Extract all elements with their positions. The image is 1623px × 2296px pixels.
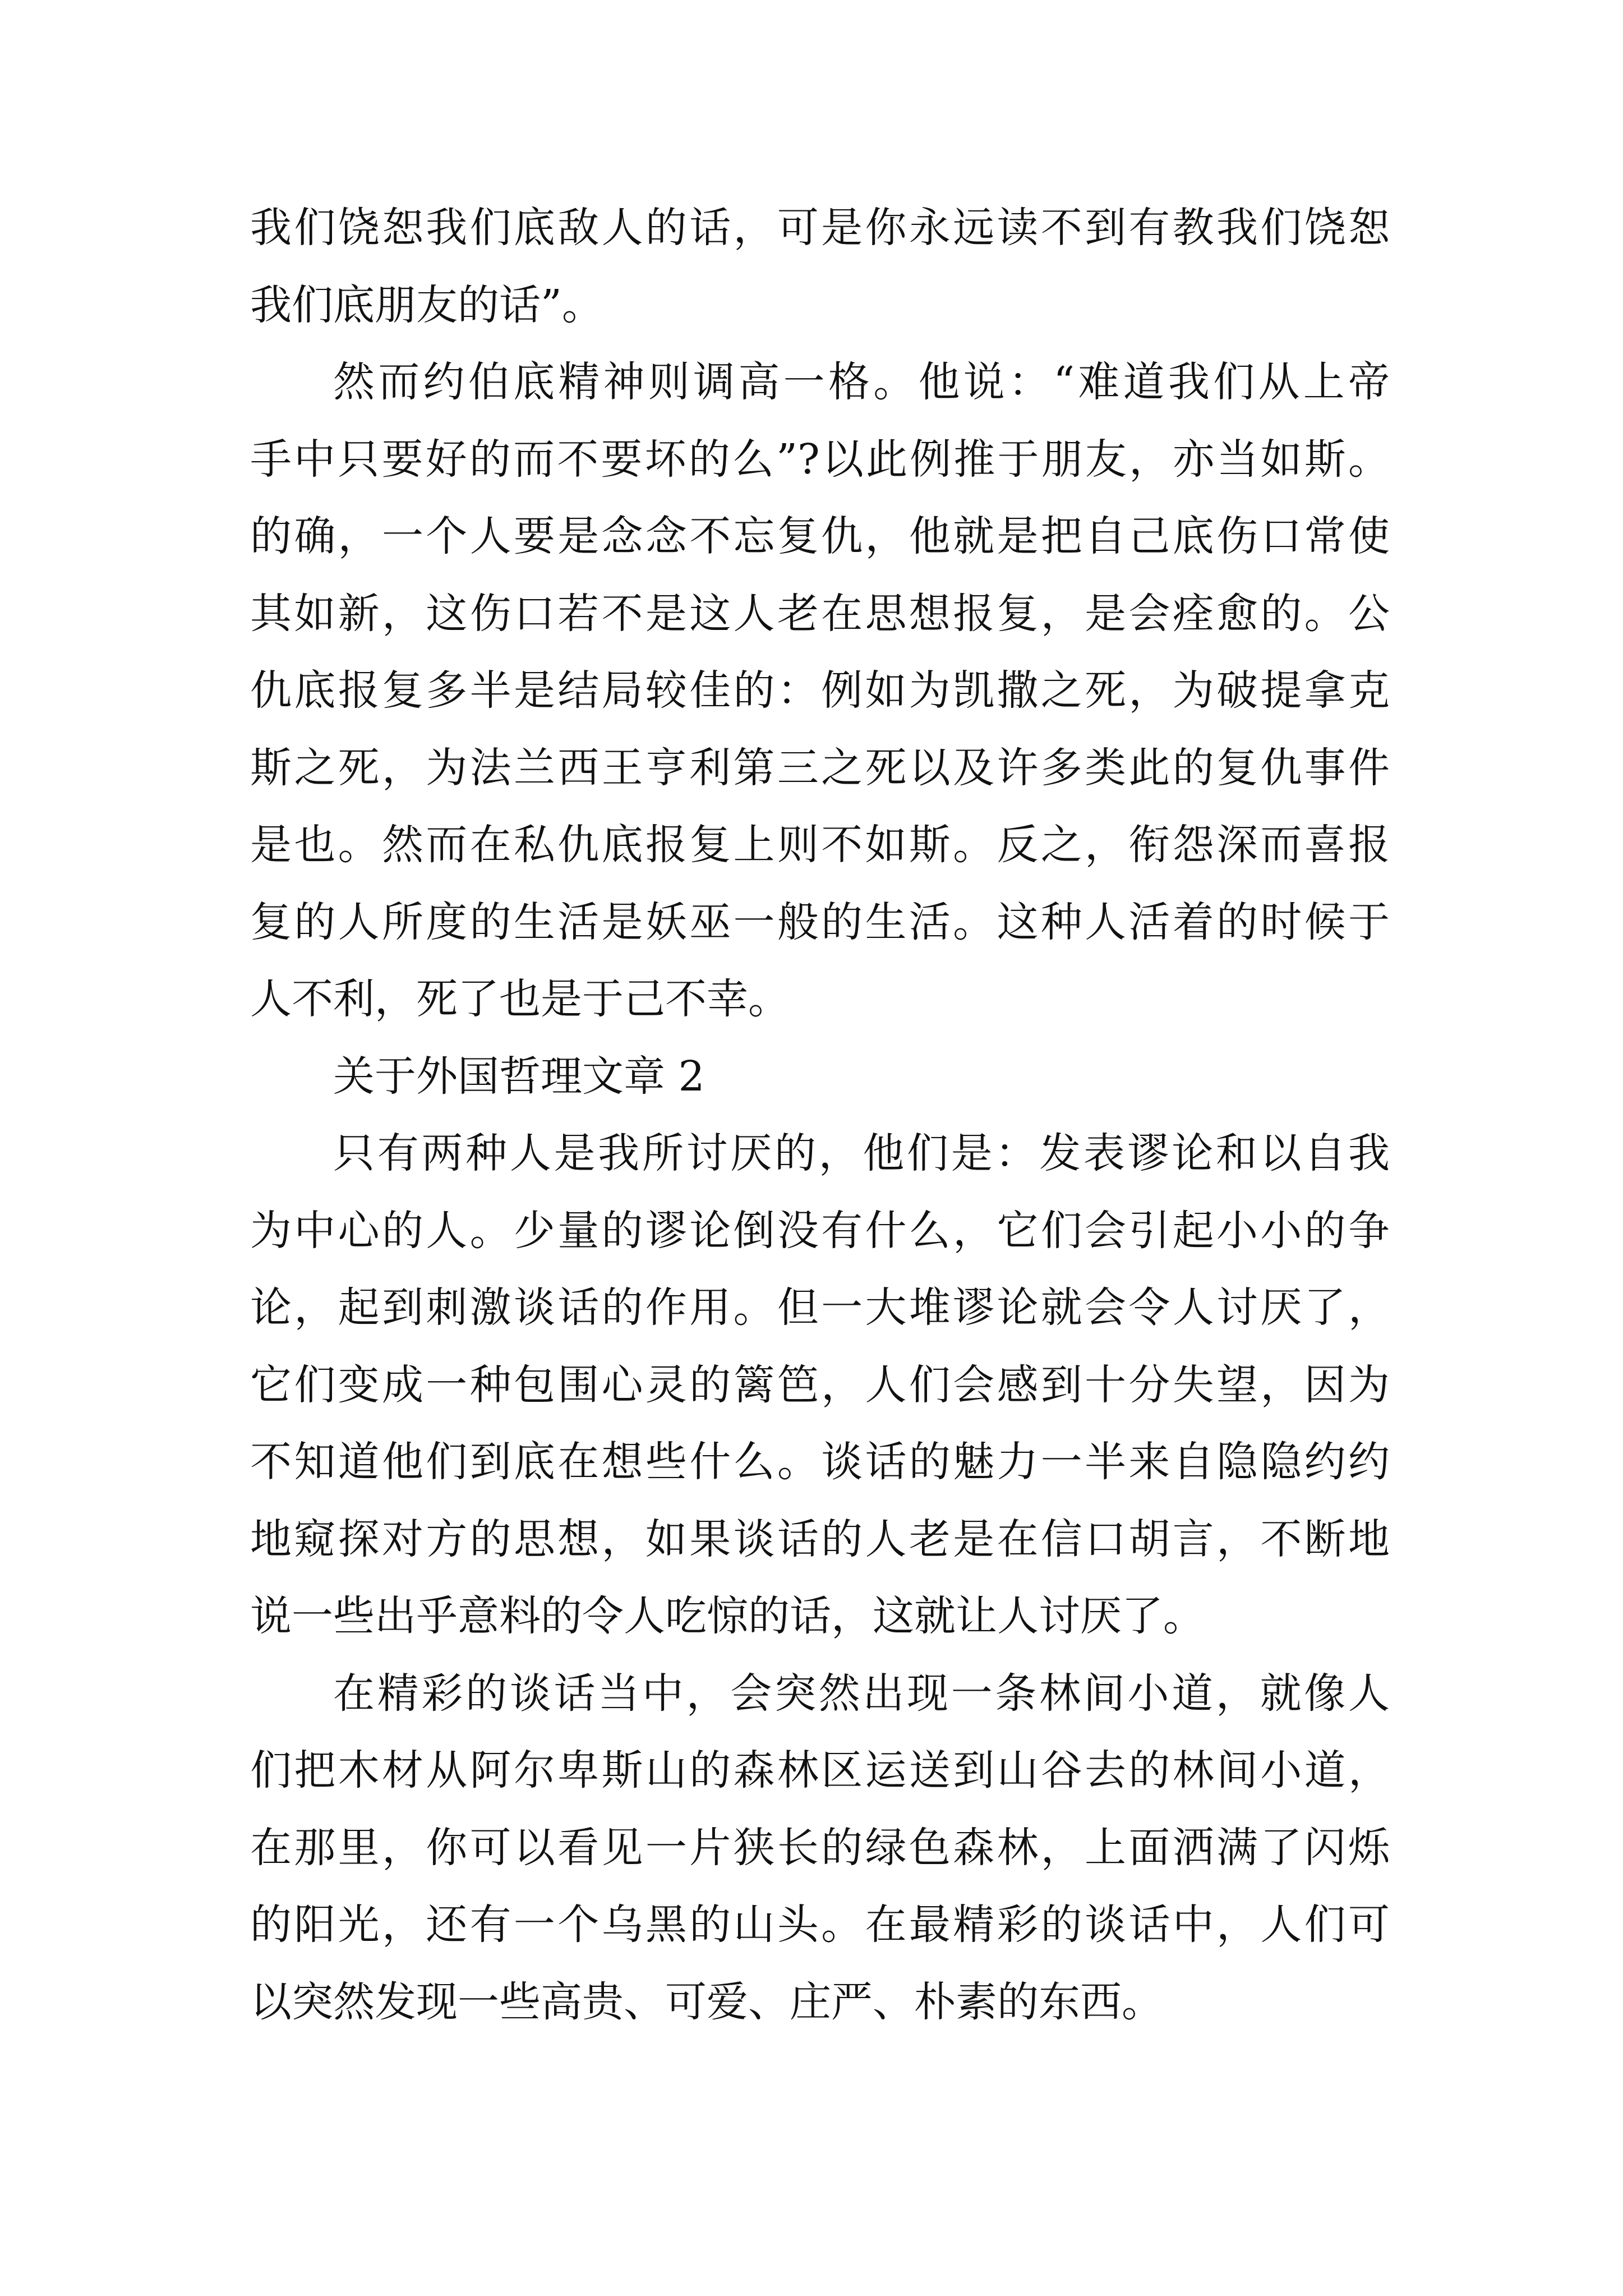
text-line: 论，起到刺激谈话的作用。但一大堆谬论就会令人讨厌了， bbox=[250, 1283, 1390, 1332]
text-line: 为中心的人。少量的谬论倒没有什么，它们会引起小小的争 bbox=[250, 1206, 1390, 1255]
text-line: 然而约伯底精神则调高一格。他说：“难道我们从上帝 bbox=[333, 358, 1390, 406]
text-line: 其如新，这伤口若不是这人老在思想报复，是会痊愈的。公 bbox=[250, 589, 1390, 638]
text-line: 斯之死，为法兰西王亨利第三之死以及许多类此的复仇事件 bbox=[250, 743, 1390, 792]
text-line: 的阳光，还有一个乌黑的山头。在最精彩的谈话中，人们可 bbox=[250, 1901, 1390, 1949]
text-line: 以突然发现一些高贵、可爱、庄严、朴素的东西。 bbox=[250, 1977, 1163, 2026]
text-line: 手中只要好的而不要坏的么”?以此例推于朋友，亦当如斯。 bbox=[250, 435, 1390, 484]
section-heading: 关于外国哲理文章 2 bbox=[333, 1052, 705, 1101]
text-line: 只有两种人是我所讨厌的，他们是：发表谬论和以自我 bbox=[333, 1129, 1390, 1177]
text-line: 我们饶恕我们底敌人的话，可是你永远读不到有教我们饶恕 bbox=[250, 204, 1390, 252]
text-line: 的确，一个人要是念念不忘复仇，他就是把自己底伤口常使 bbox=[250, 512, 1390, 560]
text-line: 它们变成一种包围心灵的篱笆，人们会感到十分失望，因为 bbox=[250, 1360, 1390, 1409]
text-line: 是也。然而在私仇底报复上则不如斯。反之，衔怨深而喜报 bbox=[250, 821, 1390, 869]
text-line: 说一些出乎意料的令人吃惊的话，这就让人讨厌了。 bbox=[250, 1592, 1205, 1640]
text-line: 复的人所度的生活是妖巫一般的生活。这种人活着的时候于 bbox=[250, 898, 1390, 946]
text-line: 地窥探对方的思想，如果谈话的人老是在信口胡言，不断地 bbox=[250, 1515, 1390, 1563]
text-line: 人不利，死了也是于己不幸。 bbox=[250, 975, 790, 1023]
text-line: 我们底朋友的话”。 bbox=[250, 280, 603, 329]
text-line: 仇底报复多半是结局较佳的：例如为凯撒之死，为破提拿克 bbox=[250, 666, 1390, 715]
text-line: 在精彩的谈话当中，会突然出现一条林间小道，就像人 bbox=[333, 1669, 1390, 1718]
text-line: 在那里，你可以看见一片狭长的绿色森林，上面洒满了闪烁 bbox=[250, 1823, 1390, 1872]
document-body bbox=[250, 190, 1390, 2041]
text-line: 们把木材从阿尔卑斯山的森林区运送到山谷去的林间小道， bbox=[250, 1746, 1390, 1795]
text-line: 不知道他们到底在想些什么。谈话的魅力一半来自隐隐约约 bbox=[250, 1438, 1390, 1486]
